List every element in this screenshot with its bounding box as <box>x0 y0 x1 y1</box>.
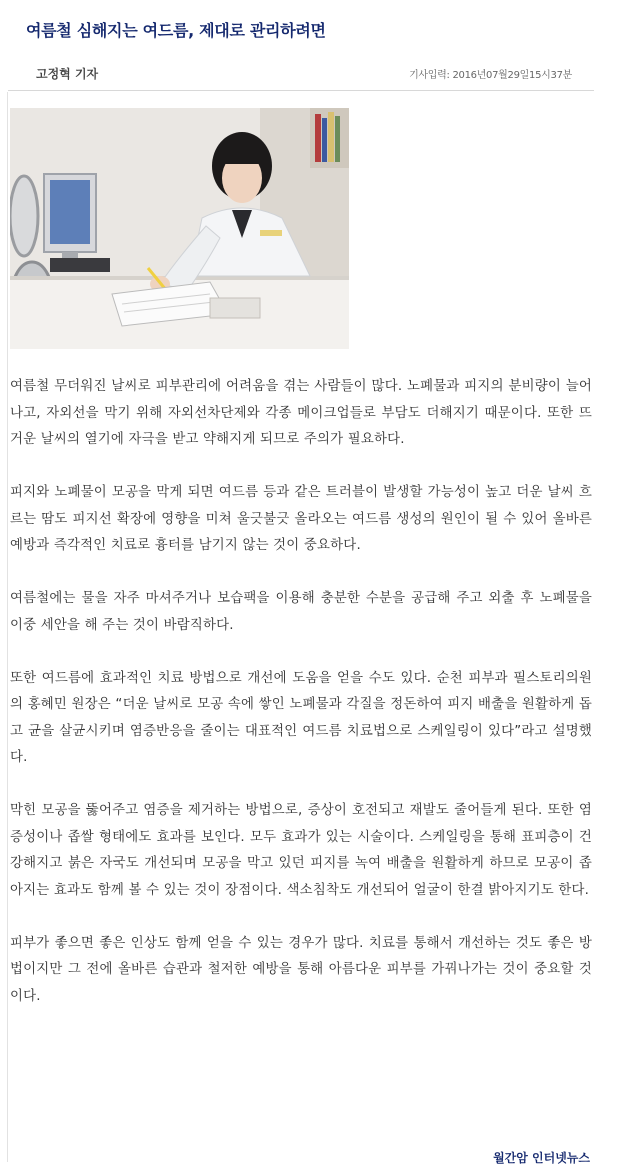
published-date: 기사입력: 2016년07월29일15시37분 <box>409 70 572 81</box>
article-photo <box>10 108 349 349</box>
news-source: 월간암 인터넷뉴스 <box>493 1151 590 1165</box>
column-divider <box>7 92 8 1162</box>
article-paragraph: 여름철 무더워진 날씨로 피부관리에 어려움을 겪는 사람들이 많다. 노폐물과 피지의 분비량이 늘어나고, 자외선을 막기 위해 자외선차단제와 각종 메이크업들로 부담도 더해지기 때문이다. 또한 뜨거운 날씨의 열기에 자극을 받고 약해지게 되므로 주의가 필요하다. <box>10 379 592 447</box>
article-paragraph: 여름철에는 물을 자주 마셔주거나 보습팩을 이용해 충분한 수분을 공급해 주고 외출 후 노폐물을 이중 세안을 해 주는 것이 바람직하다. <box>10 591 592 633</box>
article-headline: 여름철 심해지는 여드름, 제대로 관리하려면 <box>26 21 326 40</box>
article-paragraph: 피부가 좋으면 좋은 인상도 함께 얻을 수 있는 경우가 많다. 치료를 통해서 개선하는 것도 좋은 방법이지만 그 전에 올바른 습관과 철저한 예방을 통해 아름다운 피부를 가꿔나가는 것이 중요할 것이다. <box>10 935 592 1004</box>
article-paragraph: 막힌 모공을 뚫어주고 염증을 제거하는 방법으로, 증상이 호전되고 재발도 줄어들게 된다. 또한 염증성이나 좁쌀 형태에도 효과를 보인다. 모두 효과가 있는 시술이다. 스케일링을 통해 표피층이 건강해지고 붉은 자국도 개선되며 모공을 막고 있던 피지를 녹여 배출을 원활하게 하므로 모공이 좁아지는 효과도 함께 볼 수 있는 것이 장점이다. 색소침착도 개선되어 얼굴이 한결 밝아지기도 한다. <box>10 803 592 898</box>
article-paragraph: 또한 여드름에 효과적인 치료 방법으로 개선에 도움을 얻을 수도 있다. 순천 피부과 필스토리의원의 홍혜민 원장은 “더운 날씨로 모공 속에 쌓인 노폐물과 각질을 정돈하여 피지 배출을 원활하게 돕고 균을 살균시키며 염증반응을 줄이는 대표적인 여드름 치료법으로 스케일링이 있다”라고 설명했다. <box>10 670 592 765</box>
byline-bar <box>8 58 594 91</box>
reporter-name: 고정혁 기자 <box>36 67 99 81</box>
article-paragraph: 피지와 노폐물이 모공을 막게 되면 여드름 등과 같은 트러블이 발생할 가능성이 높고 더운 날씨 흐르는 땀도 피지선 확장에 영향을 미쳐 울긋불긋 올라오는 여드름 생성의 원인이 될 수 있어 올바른 예방과 즉각적인 치료로 흉터를 남기지 않는 것이 중요하다. <box>10 485 592 553</box>
article-body <box>10 374 592 1037</box>
